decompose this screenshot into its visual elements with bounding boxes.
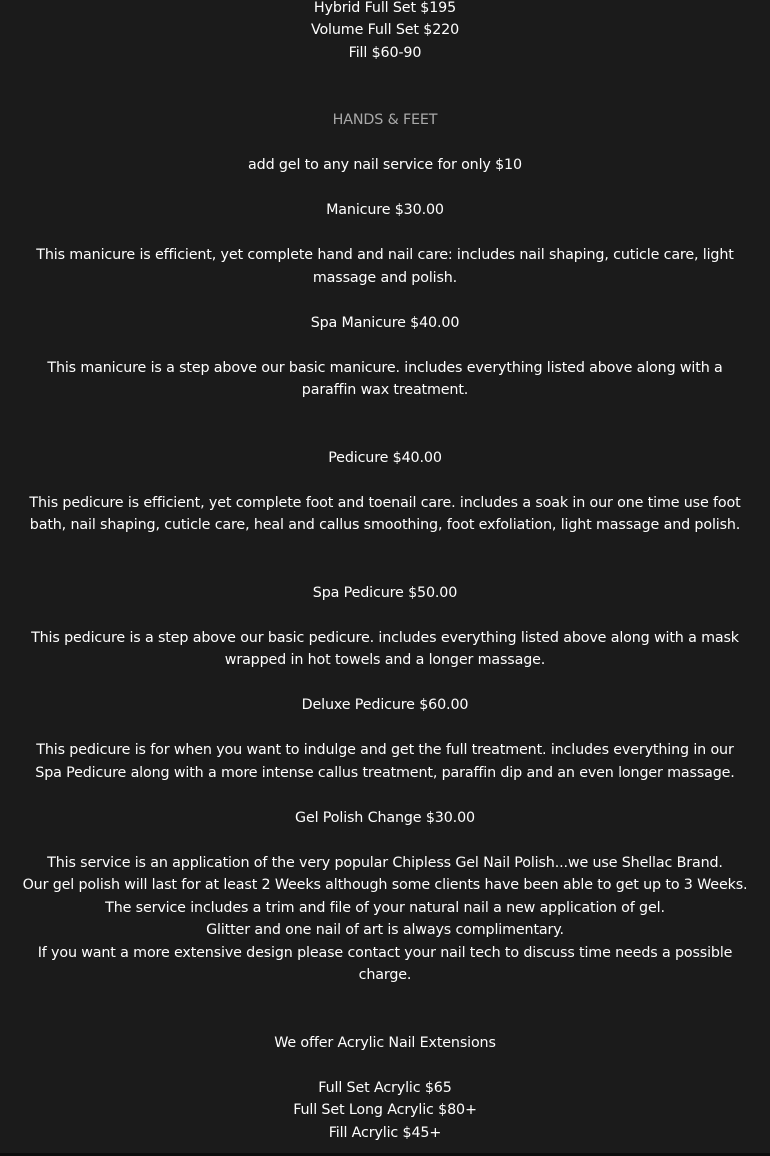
section-heading-acrylic: We offer Acrylic Nail Extensions — [274, 1034, 496, 1051]
price-hybrid-full-set: Hybrid Full Set $195 — [313, 0, 457, 16]
service-title-deluxe-pedicure: Deluxe Pedicure $60.00 — [301, 697, 469, 713]
price-volume-full-set: Volume Full Set $220 — [310, 22, 460, 38]
section-heading-hands-feet: HANDS & FEET — [332, 112, 438, 128]
price-full-set-acrylic: Full Set Acrylic $65 — [318, 1079, 452, 1096]
lash-prices — [22, 0, 748, 64]
gel-polish-line: This service is an application of the very popular Chipless Gel Nail Polish...we use Shellac Brand. — [47, 854, 723, 871]
price-fill: Fill $60-90 — [348, 44, 422, 61]
service-title-spa-pedicure: Spa Pedicure $50.00 — [312, 584, 458, 601]
acrylic-price-list — [22, 1077, 748, 1145]
gel-polish-line: If you want a more extensive design please contact your nail tech to discuss time needs a possible charge. — [37, 944, 733, 983]
gel-polish-line: Glitter and one nail of art is always complimentary. — [206, 922, 564, 938]
service-title-spa-manicure: Spa Manicure $40.00 — [310, 314, 460, 331]
service-description-gel-polish-change — [22, 852, 748, 987]
gel-polish-line: The service includes a trim and file of your natural nail a new application of gel. — [105, 899, 665, 916]
service-description-deluxe-pedicure: This pedicure is for when you want to indulge and get the full treatment. includes everything in our Spa Pedicure along with a more intense callus treatment, paraffin dip and an even longer massage. — [35, 742, 735, 781]
services-content — [22, 0, 748, 1144]
service-title-pedicure: Pedicure $40.00 — [328, 449, 442, 466]
price-fill-acrylic: Fill Acrylic $45+ — [328, 1124, 442, 1141]
price-full-set-long-acrylic: Full Set Long Acrylic $80+ — [293, 1102, 477, 1118]
service-description-pedicure: This pedicure is efficient, yet complete foot and toenail care. includes a soak in our one time use foot bath, nail shaping, cuticle care, heal and callus smoothing, foot exfoliation, light massage and polish. — [29, 494, 741, 533]
gel-addon-note: add gel to any nail service for only $10 — [248, 157, 522, 173]
service-title-gel-polish-change: Gel Polish Change $30.00 — [295, 809, 475, 826]
service-description-spa-pedicure: This pedicure is a step above our basic pedicure. includes everything listed above along with a mask wrapped in hot towels and a longer massage. — [31, 629, 739, 668]
service-title-manicure: Manicure $30.00 — [326, 202, 444, 218]
service-description-spa-manicure: This manicure is a step above our basic manicure. includes everything listed above along with a paraffin wax treatment. — [47, 359, 723, 398]
service-description-manicure: This manicure is efficient, yet complete hand and nail care: includes nail shaping, cuticle care, light massage and polish. — [36, 247, 734, 286]
gel-polish-line: Our gel polish will last for at least 2 Weeks although some clients have been able to get up to 3 Weeks. — [22, 877, 748, 893]
